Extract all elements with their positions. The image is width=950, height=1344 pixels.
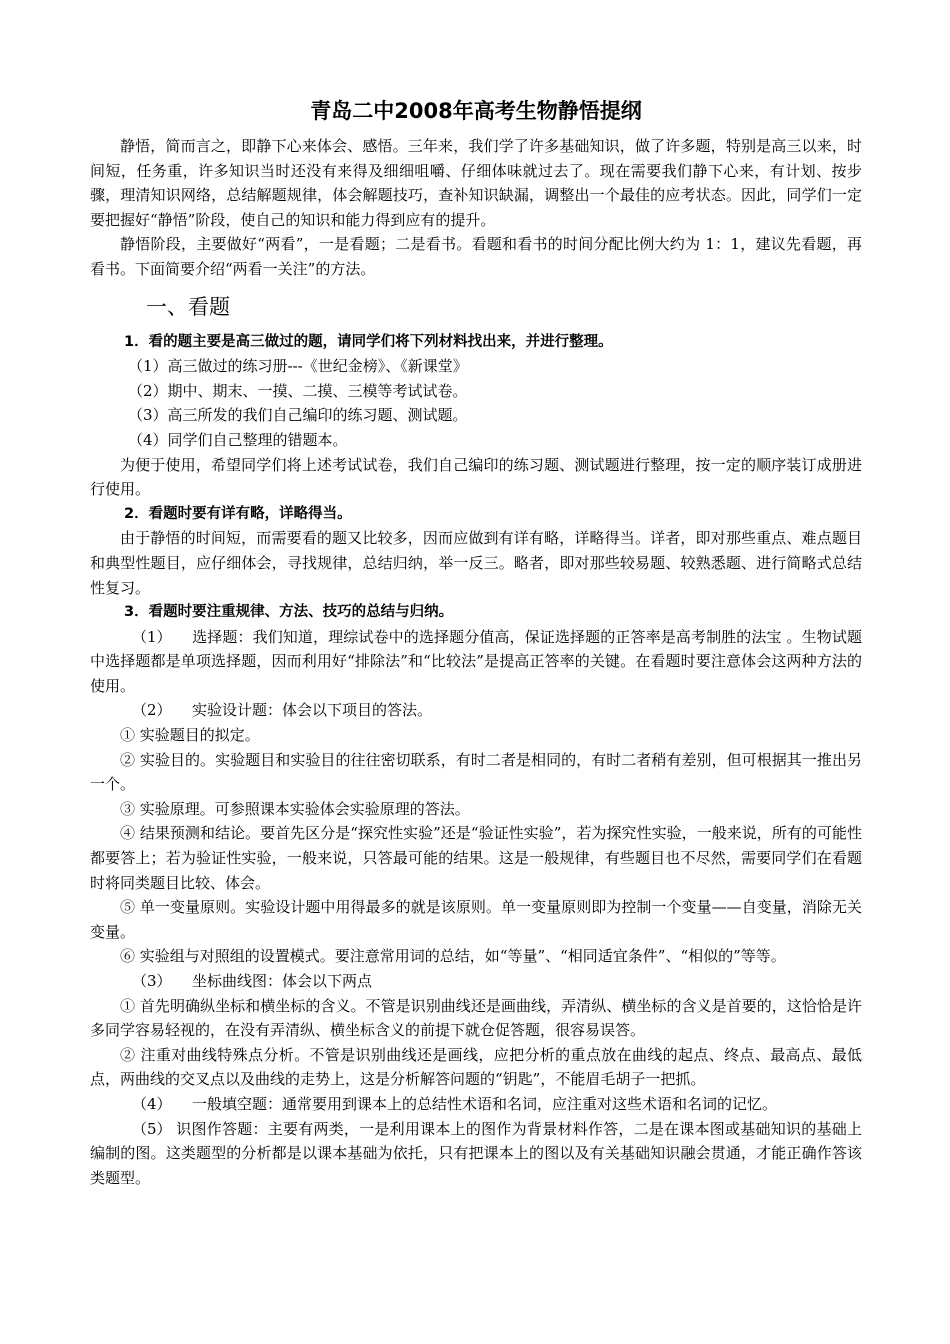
point-2-body: 由于静悟的时间短，而需要看的题又比较多，因而应做到有详有略，详略得当。详者，即对那些重点、难点题目和典型性题目，应仔细体会，寻找规律，总结归纳，举一反三。略者，即对那些较易题、较熟悉题、进行简略式总结性复习。 bbox=[90, 529, 862, 597]
circled-item: ③ 实验原理。可参照课本实验体会实验原理的答法。 bbox=[120, 799, 470, 818]
sub-item-4 bbox=[90, 1092, 862, 1117]
circled-item: ④ 结果预测和结论。要首先区分是“探究性实验”还是“验证性实验”，若为探究性实验，一般来说，所有的可能性都要答上；若为验证性实验，一般来说，只答最可能的结果。这是一般规律，有些题目也不尽然，需要同学们在看题时将同类题目比较、体会。 bbox=[90, 824, 862, 892]
circled-item: ② 实验目的。实验题目和实验目的往往密切联系，有时二者是相同的，有时二者稍有差别，但可根据其一推出另一个。 bbox=[90, 750, 862, 794]
sub-item-text: 一般填空题：通常要用到课本上的总结性术语和名词，应注重对这些术语和名词的记忆。 bbox=[192, 1094, 778, 1113]
list-item: （2）期中、期末、一摸、二摸、三模等考试试卷。 bbox=[128, 381, 468, 400]
document-page bbox=[90, 96, 862, 1190]
intro-paragraph-2: 静悟阶段，主要做好“两看”，一是看题；二是看书。看题和看书的时间分配比例大约为 1：1，建议先看题，再看书。下面简要介绍“两看一关注”的方法。 bbox=[90, 235, 862, 278]
point-3-heading: 3．看题时要注重规律、方法、技巧的总结与归纳。 bbox=[124, 604, 454, 621]
sub-item-1 bbox=[90, 625, 862, 699]
sub-item-label: （5） bbox=[132, 1119, 172, 1138]
list-item: （4）同学们自己整理的错题本。 bbox=[128, 430, 348, 449]
sub-item-label: （3） bbox=[132, 972, 172, 990]
sub-item-label: （1） bbox=[132, 627, 172, 646]
sub-item-5 bbox=[90, 1117, 862, 1191]
sub-item-label: （4） bbox=[132, 1094, 172, 1113]
circled-item: ① 首先明确纵坐标和横坐标的含义。不管是识别曲线还是画曲线，弄清纵、横坐标的含义是首要的，这恰恰是许多同学容易轻视的，在没有弄清纵、横坐标含义的前提下就仓促答题，很容易误答。 bbox=[90, 996, 862, 1040]
sub-item-text: 实验设计题：体会以下项目的答法。 bbox=[192, 701, 433, 720]
circled-item: ⑤ 单一变量原则。实验设计题中用得最多的就是该原则。单一变量原则即为控制一个变量——自变量，消除无关变量。 bbox=[90, 898, 862, 941]
circled-item: ① 实验题目的拟定。 bbox=[120, 726, 260, 745]
page-title: 青岛二中2008年高考生物静悟提纲 bbox=[310, 99, 642, 123]
sub-item-text: 坐标曲线图：体会以下两点 bbox=[192, 972, 373, 990]
intro-paragraph-1: 静悟，简而言之，即静下心来体会、感悟。三年来，我们学了许多基础知识，做了许多题，特别是高三以来，时间短，任务重，许多知识当时还没有来得及细细咀嚼、仔细体味就过去了。现在需要我们静下心来，有计划、按步骤，理清知识网络，总结解题规律，体会解题技巧，查补知识缺漏，调整出一个最佳的应考状态。因此，同学们一定要把握好“静悟”阶段，使自己的知识和能力得到应有的提升。 bbox=[90, 137, 862, 229]
list-item: （3）高三所发的我们自己编印的练习题、测试题。 bbox=[128, 406, 468, 425]
circled-item: ② 注重对曲线特殊点分析。不管是识别曲线还是画线，应把分析的重点放在曲线的起点、终点、最高点、最低点，两曲线的交叉点以及曲线的走势上，这是分析解答问题的“钥匙”，不能眉毛胡子一把抓。 bbox=[90, 1045, 862, 1089]
point-2-heading: 2．看题时要有详有略，详略得当。 bbox=[124, 505, 352, 522]
list-item: （1）高三做过的练习册---《世纪金榜》、《新课堂》 bbox=[128, 357, 468, 376]
circled-item: ⑥ 实验组与对照组的设置模式。要注意常用词的总结，如“等量”、“相同适宜条件”、“相似的”等等。 bbox=[120, 947, 786, 966]
sub-item-text: 选择题：我们知道，理综试卷中的选择题分值高，保证选择题的正答率是高考制胜的法宝 。生物试题中选择题都是单项选择题，因而利用好“排除法”和“比较法”是提高正答率的关键。在看题时要注意体会这两种方法的使用。 bbox=[90, 627, 862, 695]
point-1-note: 为便于使用，希望同学们将上述考试试卷，我们自己编印的练习题、测试题进行整理，按一定的顺序装订成册进行使用。 bbox=[90, 455, 862, 499]
sub-item-2 bbox=[90, 698, 862, 723]
section-heading: 一、看题 bbox=[146, 294, 230, 319]
sub-item-3 bbox=[90, 969, 862, 994]
point-1-heading: 1．看的题主要是高三做过的题，请同学们将下列材料找出来，并进行整理。 bbox=[124, 333, 613, 350]
sub-item-text: 识图作答题：主要有两类，一是利用课本上的图作为背景材料作答，二是在课本图或基础知识的基础上编制的图。这类题型的分析都是以课本基础为依托，只有把课本上的图以及有关基础知识融会贯通，才能正确作答该类题型。 bbox=[90, 1119, 862, 1187]
sub-item-label: （2） bbox=[132, 701, 172, 720]
